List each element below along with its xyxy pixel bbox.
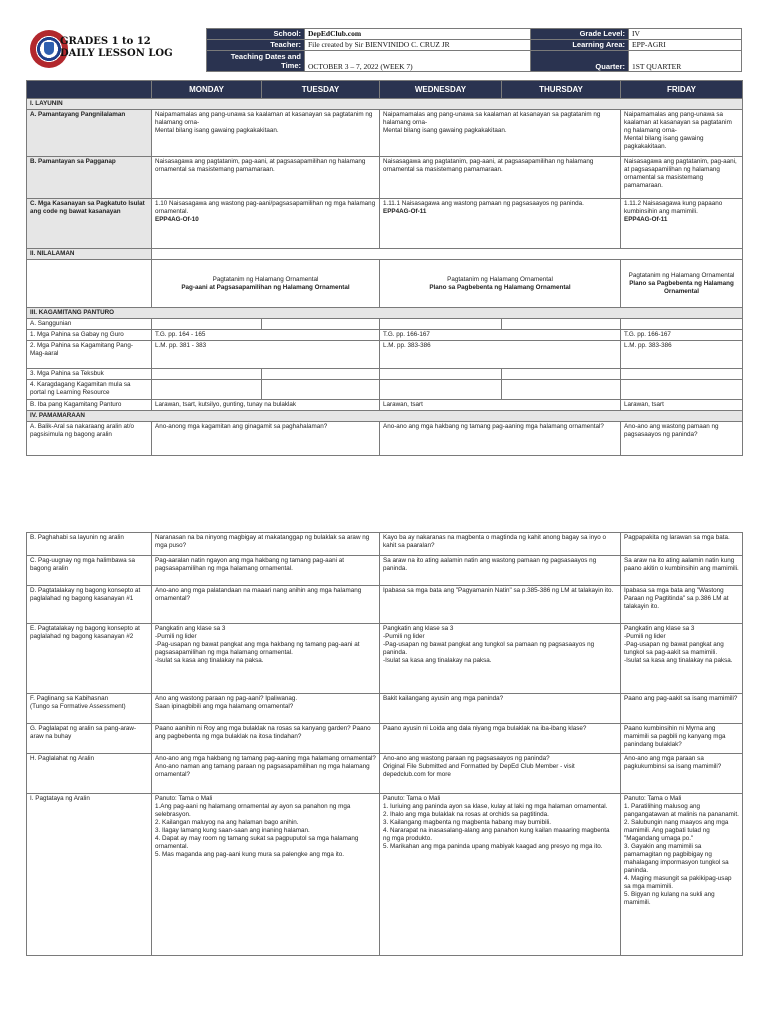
cell-pagtataya-monday: Panuto: Tama o Mali 1.Ang pag-aani ng halamang ornamental ay ayon sa panahon ng mga selebrasyon. 2. Kailangan maluyog na ang halaman bago anihin. 3. Ilagay lamang kung saan-saan ang inaning halaman. 4. Dapat ay may room ng tamang sukat sa pagpuputol sa mga halamang ornamental. 5. Mas maganda ang pag-aani kung mura sa palengke ang mga ito. [152, 794, 380, 956]
corner-cell [27, 81, 152, 99]
grade-label: Grade Level: [531, 29, 629, 40]
cell-a-monday: Naipamamalas ang pang-unawa sa kaalaman at kasanayan sa pagtatanim ng halamang orna- Mental bilang isang gawaing pagkakakitaan. [152, 110, 380, 157]
day-header-tuesday: TUESDAY [262, 81, 380, 99]
cell-paglalapat-friday: Paano kumbinsihin ni Myrna ang mamimili sa pagbili ng kanyang mga panindang bulaklak? [621, 724, 743, 754]
competency-text: 1.10 Naisasagawa ang wastong pag-aani/pagsasapamilihan ng mga halamang ornamental. [155, 200, 376, 215]
row-label-pagtatalakay-1: D. Pagtatalakay ng bagong konsepto at paglalahad ng bagong kasanayan #1 [27, 586, 152, 624]
cell-paglinang-friday: Paano ang pag-aakit sa isang mamimili? [621, 694, 743, 724]
day-header-monday: MONDAY [152, 81, 262, 99]
row-label-pag-uugnay: C. Pag-uugnay ng mga halimbawa sa bagong aralin [27, 556, 152, 586]
row-label-pagtataya: I. Pagtataya ng Aralin [27, 794, 152, 956]
cell-paglinang-monday: Ano ang wastong paraan ng pag-aani? Ipaliwanag. Saan ipinagbibili ang mga halamang ornamental? [152, 694, 380, 724]
cell-pagtatalakay-2-monday: Pangkatin ang klase sa 3 -Pumili ng lider -Pag-usapan ng bawat pangkat ang mga hakbang ng tamang pag-aani at pagsasapamilihan ng mga halamang ornamental. -Isulat sa kasa ang tinalakay na paksa. [152, 624, 380, 694]
dll-table-part-2 [26, 532, 743, 956]
empty-cell [502, 380, 621, 400]
cell-paghahabi-wednesday: Kayo ba ay nakaranas na magbenta o magtinda ng kahit anong bagay sa inyo o kahit sa paaralan? [380, 533, 621, 556]
row-label-pagtatalakay-2: E. Pagtatalakay ng bagong konsepto at paglalahad ng bagong kasanayan #2 [27, 624, 152, 694]
cell-paglalahat-monday: Ano-ano ang mga hakbang ng tamang pag-aaning mga halamang ornamental? Ano-ano naman ang tamang paraan ng pagsasapamilihan ng mga halamang ornamental? [152, 754, 380, 794]
nilalaman-spacer [152, 249, 743, 260]
cell-b-monday: Naisasagawa ang pagtatanim, pag-aani, at pagsasapamilihan ng halamang ornamental sa masistemang pamamaraan. [152, 157, 380, 199]
cell-pagtataya-friday: Panuto: Tama o Mali 1. Paratilihing malusog ang pangangatawan at malinis na pananamit. 2. Salubungin nang maayos ang mga mamimili. Ang pagbati tulad ng "Magandang umaga po." 3. Gayakin ang mamimili sa pamamagitan ng pagbibigay ng mahalagang impormasyon tungkol sa paninda. 4. Maging masungit sa pakikipag-usap sa mga mamimili. 5. Bigyan ng kulang na sukli ang mamimili. [621, 794, 743, 956]
cell-pagtataya-wednesday: Panuto: Tama o Mali 1. Iuriuing ang paninda ayon sa klase, kulay at laki ng mga halaman ornamental. 2. Ihalo ang mga bulaklak na rosas at orchids sa pagtitinda. 3. Kailangang magbenta ng magbenta habang may bumibili. 4. Nararapat na inasasalang-alang ang panahon kung kailan maaaring magbenta ng mga produkto. 5. Marikahan ang mga paninda upang mabiyak kaagad ang presyo ng mga ito. [380, 794, 621, 956]
empty-cell [502, 319, 621, 330]
dates-value: OCTOBER 3 – 7, 2022 (WEEK 7) [305, 50, 531, 72]
cell-pag-uugnay-friday: Sa araw na ito ating aalamin natin kung paano akitin o kumbinsihin ang mamimili. [621, 556, 743, 586]
cell-mag-monday: L.M. pp. 381 - 383 [152, 341, 380, 369]
cell-nilalaman-wednesday [380, 260, 621, 308]
school-label: School: [207, 29, 305, 40]
cell-pagtatalakay-2-wednesday: Pangkatin ang klase sa 3 -Pumili ng lider -Pag-usapan ng bawat pangkat ang tungkol sa pamaan ng pagsasaayos ng paninda. -Isulat sa kasa ang tinalakay na paksa. [380, 624, 621, 694]
empty-cell [380, 369, 502, 380]
topic-title: Pagtatanim ng Halamang Ornamental [628, 271, 735, 279]
cell-b-friday: Naisasagawa ang pagtatanim, pag-aani, at pagsasapamilihan ng halamang ornamental sa masistemang pamamaraan. [621, 157, 743, 199]
topic-subtitle: Plano sa Pagbebenta ng Halamang Ornamental [629, 279, 734, 295]
empty-cell [621, 319, 743, 330]
teacher-value: File created by Sir BIENVINIDO C. CRUZ JR [305, 39, 531, 50]
quarter-label: Quarter: [531, 50, 629, 72]
cell-a-wednesday: Naipamamalas ang pang-unawa sa kaalaman at kasanayan sa pagtatanim ng halamang orna- Mental bilang isang gawaing pagkakakitaan. [380, 110, 621, 157]
cell-b-wednesday: Naisasagawa ang pagtatanim, pag-aani, at pagsasapamilihan ng halamang ornamental sa masistemang pamamaraan. [380, 157, 621, 199]
empty-cell [262, 319, 380, 330]
cell-a-friday: Naipamamalas ang pang-unawa sa kaalaman at kasanayan sa pagtatanim ng halamang orna- Mental bilang isang gawaing pagkakakitaan. [621, 110, 743, 157]
cell-gabay-monday: T.G. pp. 164 - 165 [152, 330, 380, 341]
cell-iba-monday: Larawan, tsart, kutsilyo, gunting, tunay na bulaklak [152, 400, 380, 411]
area-value: EPP-AGRI [629, 39, 742, 50]
topic-subtitle: Plano sa Pagbebenta ng Halamang Ornamental [429, 283, 571, 291]
brand-line-2: DAILY LESSON LOG [60, 48, 173, 59]
cell-pagtatalakay-2-friday: Pangkatin ang klase sa 3 -Pumili ng lider -Pag-usapan ng bawat pangkat ang tungkol sa pag-aakit sa mamimili. -Isulat sa kasa ang tinalakay na paksa. [621, 624, 743, 694]
cell-pag-uugnay-wednesday: Sa araw na ito ating aalamin natin ang wastong pamaan ng pagsasaayos ng paninda. [380, 556, 621, 586]
topic-title: Pagtatanim ng Halamang Ornamental [212, 275, 319, 283]
competency-code: EPP4AG-Of-11 [624, 216, 668, 223]
teacher-label: Teacher: [207, 39, 305, 50]
cell-balik-wednesday: Ano-ano ang mga hakbang ng tamang pag-aaning mga halamang ornamental? [380, 422, 621, 456]
quarter-value: 1ST QUARTER [629, 50, 742, 72]
cell-paghahabi-friday: Pagpapakita ng larawan sa mga bata. [621, 533, 743, 556]
cell-pagtatalakay-1-monday: Ano-ano ang mga palatandaan na maaari nang anihin ang mga halamang ornamental? [152, 586, 380, 624]
cell-mag-friday: L.M. pp. 383-386 [621, 341, 743, 369]
cell-paglalapat-wednesday: Paano ayusin ni Loida ang dala niyang mga bulaklak na iba-ibang klase? [380, 724, 621, 754]
cell-c-friday [621, 199, 743, 249]
dll-table-part-1 [26, 80, 743, 456]
row-label-paglalahat: H. Paglalahat ng Aralin [27, 754, 152, 794]
cell-paglinang-wednesday: Bakit kailangang ayusin ang mga paninda? [380, 694, 621, 724]
cell-paglalahat-wednesday: Ano-ano ang wastong paraan ng pagsasaayos ng paninda? Original File Submitted and Formatted by DepEd Club Member - visit depedclub.com for more [380, 754, 621, 794]
row-label-karagdagang-kagamitan: 4. Karagdagang Kagamitan mula sa portal ng Learning Resource [27, 380, 152, 400]
empty-cell [621, 369, 743, 380]
row-label-paglalapat: G. Paglalapat ng aralin sa pang-araw- araw na buhay [27, 724, 152, 754]
empty-cell [621, 380, 743, 400]
cell-balik-friday: Ano-ano ang wastong pamaan ng pagsasaayos ng paninda? [621, 422, 743, 456]
cell-pagtatalakay-1-friday: Ipabasa sa mga bata ang "Wastong Paraan ng Pagtitinda" sa p.386 LM at talakayin ito. [621, 586, 743, 624]
cell-gabay-wednesday: T.G. pp. 166-167 [380, 330, 621, 341]
row-label-paghahabi: B. Paghahabi sa layunin ng aralin [27, 533, 152, 556]
empty-cell [502, 369, 621, 380]
row-label-paglinang: F. Paglinang sa Kabihasnan (Tungo sa Formative Assessment) [27, 694, 152, 724]
cell-iba-wednesday: Larawan, tsart [380, 400, 621, 411]
section-nilalaman: II. NILALAMAN [27, 249, 152, 260]
row-label-iba-pang-kagamitan: B. Iba pang Kagamitang Panturo [27, 400, 152, 411]
section-pamamaraan: IV. PAMAMARAAN [27, 411, 743, 422]
dll-header [28, 28, 742, 72]
cell-c-wednesday [380, 199, 621, 249]
empty-cell [152, 380, 262, 400]
row-label-teksbuk: 3. Mga Pahina sa Teksbuk [27, 369, 152, 380]
row-label-balik-aral: A. Balik-Aral sa nakaraang aralin at/o pagsisimula ng bagong aralin [27, 422, 152, 456]
cell-c-monday [152, 199, 380, 249]
grade-value: IV [629, 29, 742, 40]
cell-iba-friday: Larawan, tsart [621, 400, 743, 411]
day-header-wednesday: WEDNESDAY [380, 81, 502, 99]
empty-cell [380, 319, 502, 330]
brand-title [60, 36, 173, 60]
nilalaman-label-blank [27, 260, 152, 308]
row-label-kagamitang-mag-aaral: 2. Mga Pahina sa Kagamitang Pang- Mag-aaral [27, 341, 152, 369]
competency-code: EPP4AG-Of-10 [155, 216, 199, 223]
cell-paglalapat-monday: Paano aanihin ni Roy ang mga bulaklak na rosas sa kanyang garden? Paano ang pagbebenta ng mga bulaklak na itosa tindahan? [152, 724, 380, 754]
row-label-pamantayang-pangnilalaman: A. Pamantayang Pangnilalaman [27, 110, 152, 157]
cell-pagtatalakay-1-wednesday: Ipabasa sa mga bata ang "Pagyamanin Natin" sa p.385-386 ng LM at talakayin ito. [380, 586, 621, 624]
cell-paghahabi-monday: Naranasan na ba ninyong magbigay at makatanggap ng bulaklak sa araw ng mga puso? [152, 533, 380, 556]
area-label: Learning Area: [531, 39, 629, 50]
empty-cell [380, 380, 502, 400]
row-label-gabay-ng-guro: 1. Mga Pahina sa Gabay ng Guro [27, 330, 152, 341]
day-header-friday: FRIDAY [621, 81, 743, 99]
empty-cell [152, 319, 262, 330]
cell-paglalahat-friday: Ano-ano ang mga paraan sa pagkukumbinsi sa isang mamimili? [621, 754, 743, 794]
row-label-sanggunian: A. Sanggunian [27, 319, 152, 330]
competency-text: 1.11.2 Naisasagawa kung papaano kumbinsihin ang mamimili. [624, 200, 723, 215]
section-layunin: I. LAYUNIN [27, 99, 743, 110]
brand-line-1: GRADES 1 to 12 [60, 36, 151, 47]
cell-pag-uugnay-monday: Pag-aaralan natin ngayon ang mga hakbang ng tamang pag-aani at pagsasapamilihan ng mga halamang ornamental. [152, 556, 380, 586]
row-label-kasanayan: C. Mga Kasanayan sa Pagkatuto Isulat ang code ng bawat kasanayan [27, 199, 152, 249]
cell-nilalaman-friday [621, 260, 743, 308]
empty-cell [152, 369, 262, 380]
topic-title: Pagtatanim ng Halamang Ornamental [447, 275, 553, 283]
topic-subtitle: Pag-aani at Pagsasapamilihan ng Halamang Ornamental [181, 283, 350, 291]
school-value: DepEdClub.com [305, 29, 531, 40]
cell-nilalaman-monday [152, 260, 380, 308]
cell-gabay-friday: T.G. pp. 166-167 [621, 330, 743, 341]
competency-code: EPP4AG-Of-11 [383, 208, 427, 215]
cell-balik-monday: Ano-anong mga kagamitan ang ginagamit sa paghahalaman? [152, 422, 380, 456]
header-info-grid [206, 28, 742, 72]
competency-text: 1.11.1 Naisasagawa ang wastong pamaan ng pagsasaayos ng paninda. [383, 200, 584, 207]
day-header-thursday: THURSDAY [502, 81, 621, 99]
section-kagamitang-panturo: III. KAGAMITANG PANTURO [27, 308, 743, 319]
empty-cell [262, 380, 380, 400]
row-label-pamantayan-sa-pagganap: B. Pamantayan sa Pagganap [27, 157, 152, 199]
cell-mag-wednesday: L.M. pp. 383-386 [380, 341, 621, 369]
dates-label: Teaching Dates and Time: [207, 50, 305, 72]
empty-cell [262, 369, 380, 380]
